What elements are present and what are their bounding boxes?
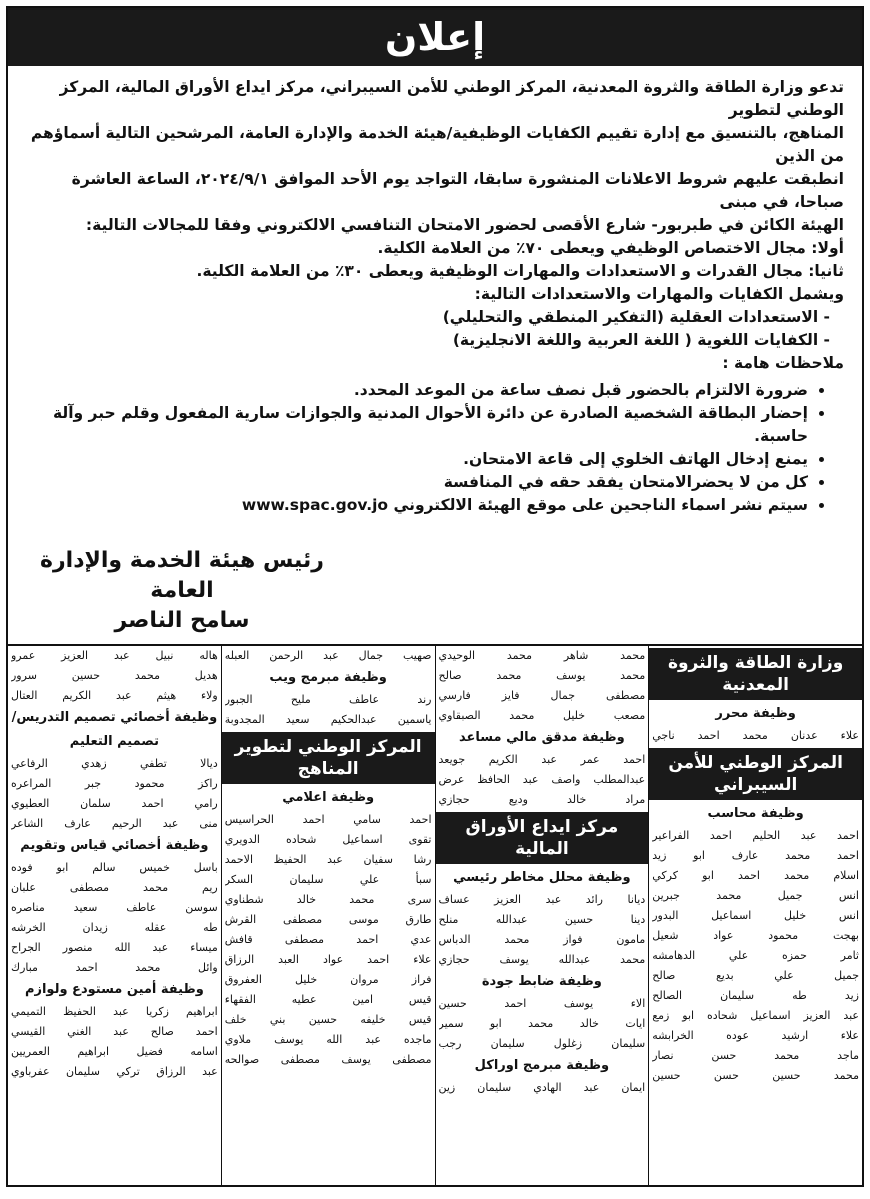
signature-name: سامح الناصر <box>114 608 250 633</box>
skills-list <box>26 306 844 352</box>
candidate-name: ميساء عبد الله منصور الجراح <box>11 941 218 954</box>
job-title: وظيفة أخصائي تصميم التدريس/تصميم التعليم <box>11 710 218 749</box>
skills-intro: ويشمل الكفايات والمهارات والاستعدادات التالية: <box>474 285 844 303</box>
candidate-name: سوسن عاطف سعيد مناصره <box>11 901 218 914</box>
department-heading: المركز الوطني لتطوير المناهج <box>222 732 435 784</box>
candidate-name: تقوى اسماعيل شحاده الدويري <box>224 833 432 846</box>
candidate-name: اسامه فضيل ابراهيم العمريين <box>11 1045 218 1058</box>
candidate-name: رشا سفيان عبد الحفيظ الاحمد <box>224 853 432 866</box>
candidate-name: ياسمين عبدالحكيم سعيد المجدوبة <box>224 713 432 726</box>
candidate-name: علاء ارشيد عوده الخرابشه <box>652 1029 859 1042</box>
candidate-name: منى عبد الرحيم عارف الشاعر <box>11 817 218 830</box>
candidate-name: عدي احمد مصطفى قافش <box>224 933 432 946</box>
candidate-name: احمد عبد الحليم احمد الفراعير <box>652 829 859 842</box>
note-item: • يمنع إدخال الهاتف الخلوي إلى قاعة الامتحان. <box>26 448 808 471</box>
candidate-name: زيد طه سليمان الصالح <box>652 989 859 1002</box>
candidate-name: علاء احمد عواد العبد الرزاق <box>224 953 432 966</box>
job-title: وظيفة محاسب <box>707 806 804 821</box>
candidate-name: احمد سامي احمد الحراسيس <box>224 813 432 826</box>
intro-line: انطبقت عليهم شروط الاعلانات المنشورة سابقا، التواجد يوم الأحد الموافق ٢٠٢٤/٩/١، الساعة العاشرة صباحا، في مبنى <box>71 170 844 211</box>
department-heading: المركز الوطني للأمن السيبراني <box>649 748 862 800</box>
intro-paragraph <box>26 76 844 237</box>
signature-block <box>32 546 332 636</box>
job-title: وظيفة ضابط جودة <box>481 974 602 989</box>
note-item: • إحضار البطاقة الشخصية الصادرة عن دائرة الأحوال المدنية والجوازات سارية المفعول وقلم حبر وآلة حاسبة. <box>26 402 808 448</box>
candidate-name: سبأ علي سليمان السكر <box>224 873 432 886</box>
job-title: وظيفة أمين مستودع ولوازم <box>24 982 204 997</box>
candidate-name: الاء يوسف احمد حسين <box>438 997 646 1010</box>
notes-list <box>26 379 844 517</box>
job-title: وظيفة أخصائي قياس وتقويم <box>20 838 209 853</box>
candidate-name: عبد الرزاق تركي سليمان عفرباوي <box>11 1065 218 1078</box>
candidate-name: مصطفى يوسف مصطفى صوالحه <box>224 1053 432 1066</box>
candidate-name: محمد حسين حسن حسين <box>652 1069 859 1082</box>
candidate-name: ماجده عبد الله يوسف ملاوي <box>224 1033 432 1046</box>
candidate-name: ريم محمد مصطفى علبان <box>11 881 218 894</box>
candidate-name: قيس خليفه حسين بني خلف <box>224 1013 432 1026</box>
candidates-column <box>648 646 862 1186</box>
candidate-name: فراز مروان خليل العفروق <box>224 973 432 986</box>
candidate-name: عبد العزيز اسماعيل شحاده ابو زمع <box>652 1009 859 1022</box>
candidate-name: محمد يوسف محمد صالح <box>438 669 646 682</box>
candidate-name: ثامر حمزه علي الدهامشه <box>652 949 859 962</box>
candidate-name: قيس امين عطيه الفقهاء <box>224 993 432 1006</box>
candidate-name: ولاء هيثم عبد الكريم العتال <box>11 689 218 702</box>
candidate-name: ابراهيم زكريا عبد الحفيظ التميمي <box>11 1005 218 1018</box>
candidate-name: علاء عدنان محمد احمد ناجي <box>652 729 859 742</box>
candidate-name: وائل محمد احمد مبارك <box>11 961 218 974</box>
candidate-name: انس جميل محمد جبرين <box>652 889 859 902</box>
candidate-name: انس خليل اسماعيل البدور <box>652 909 859 922</box>
candidate-name: رند عاطف مليح الجبور <box>224 693 432 706</box>
notes-title: ملاحظات هامة : <box>722 354 844 372</box>
exam-field: ثانيا: مجال القدرات و الاستعدادات والمهارات الوظيفية ويعطى ٣٠٪ من العلامة الكلية. <box>196 262 844 280</box>
note-item: • سيتم نشر اسماء الناجحين على موقع الهيئة الالكتروني www.spac.gov.jo <box>26 494 808 517</box>
candidate-name: جميل علي بديع صالح <box>652 969 859 982</box>
candidate-name: احمد محمد عارف ابو زيد <box>652 849 859 862</box>
exam-fields <box>26 237 844 283</box>
candidate-name: عبدالمطلب واصف عبد الحافظ عرض <box>438 773 646 786</box>
candidate-name: ايات خالد محمد ابو سمير <box>438 1017 646 1030</box>
candidate-name: هديل محمد حسين سرور <box>11 669 218 682</box>
candidate-name: ماجد محمد حسن نصار <box>652 1049 859 1062</box>
candidates-column <box>221 646 435 1186</box>
announcement-page <box>6 6 864 1187</box>
candidate-name: راكز محمود جبر المراعره <box>11 777 218 790</box>
job-title: وظيفة اعلامي <box>282 790 375 805</box>
intro-line: الهيئة الكائن في طبربور- شارع الأقصى لحضور الامتحان التنافسي الالكتروني وفقا للمجالات التالية: <box>85 216 844 234</box>
candidate-name: ديانا رائد عبد العزيز عساف <box>438 893 646 906</box>
candidate-name: صهيب جمال عبد الرحمن العبله <box>224 649 432 662</box>
note-item: • ضرورة الالتزام بالحضور قبل نصف ساعة من الموعد المحدد. <box>26 379 808 402</box>
candidate-name: مصطفى جمال فايز فارسي <box>438 689 646 702</box>
exam-field: أولا: مجال الاختصاص الوظيفي ويعطى ٧٠٪ من العلامة الكلية. <box>377 239 844 257</box>
candidate-name: مراد خالد وديع حجازي <box>438 793 646 806</box>
candidate-name: هاله نبيل عبد العزيز عمرو <box>11 649 218 662</box>
department-heading: وزارة الطاقة والثروة المعدنية <box>649 648 862 700</box>
candidate-name: ديالا تطفي زهدي الرفاعي <box>11 757 218 770</box>
candidate-name: محمد عبدالله يوسف حجازي <box>438 953 646 966</box>
candidate-name: مصعب خليل محمد الصبقاوي <box>438 709 646 722</box>
candidate-name: سرى محمد خالد شطناوي <box>224 893 432 906</box>
candidate-name: باسل خميس سالم ابو فوده <box>11 861 218 874</box>
candidates-grid <box>8 646 862 1186</box>
intro-line: المناهج، بالتنسيق مع إدارة تقييم الكفايات الوظيفية/هيئة الخدمة والإدارة العامة، المرشحين التالية أسماؤهم من الذين <box>30 124 844 165</box>
candidate-name: احمد صالح عبد الغني القيسي <box>11 1025 218 1038</box>
candidates-column <box>435 646 649 1186</box>
candidate-name: طه عقله زيدان الخرشه <box>11 921 218 934</box>
candidate-name: اسلام محمد احمد ابو كركي <box>652 869 859 882</box>
candidate-name: دينا حسين عبدالله منلح <box>438 913 646 926</box>
candidate-name: سليمان زغلول سليمان رجب <box>438 1037 646 1050</box>
job-title: وظيفة مبرمج اوراكل <box>474 1058 610 1073</box>
signature-role: رئيس هيئة الخدمة والإدارة العامة <box>40 548 324 603</box>
candidates-column <box>8 646 221 1186</box>
announcement-body <box>8 66 862 646</box>
candidate-name: مامون فواز محمد الدباس <box>438 933 646 946</box>
department-heading: مركز ايداع الأوراق المالية <box>436 812 649 864</box>
job-title: وظيفة محلل مخاطر رئيسي <box>453 870 631 885</box>
job-title: وظيفة مدقق مالي مساعد <box>459 730 625 745</box>
candidate-name: احمد عمر عبد الكريم جويعد <box>438 753 646 766</box>
candidate-name: محمد شاهر محمد الوحيدي <box>438 649 646 662</box>
announcement-title: إعلان <box>8 8 862 66</box>
skill-item: - الاستعدادات العقلية (التفكير المنطقي والتحليلي) <box>442 308 830 326</box>
candidate-name: بهجت محمود عواد شعيل <box>652 929 859 942</box>
candidate-name: رامي احمد سلمان العطيوي <box>11 797 218 810</box>
note-item: • كل من لا يحضرالامتحان يفقد حقه في المنافسة <box>26 471 808 494</box>
job-title: وظيفة مبرمج ويب <box>269 670 387 685</box>
candidate-name: ايمان عبد الهادي سليمان زين <box>438 1081 646 1094</box>
skill-item: - الكفايات اللغوية ( اللغة العربية واللغة الانجليزية) <box>452 331 830 349</box>
candidate-name: طارق موسى مصطفى القرش <box>224 913 432 926</box>
intro-line: تدعو وزارة الطاقة والثروة المعدنية، المركز الوطني للأمن السيبراني، مركز ايداع الأوراق المالية، المركز الوطني لتطوير <box>59 78 844 119</box>
job-title: وظيفة محرر <box>715 706 796 721</box>
